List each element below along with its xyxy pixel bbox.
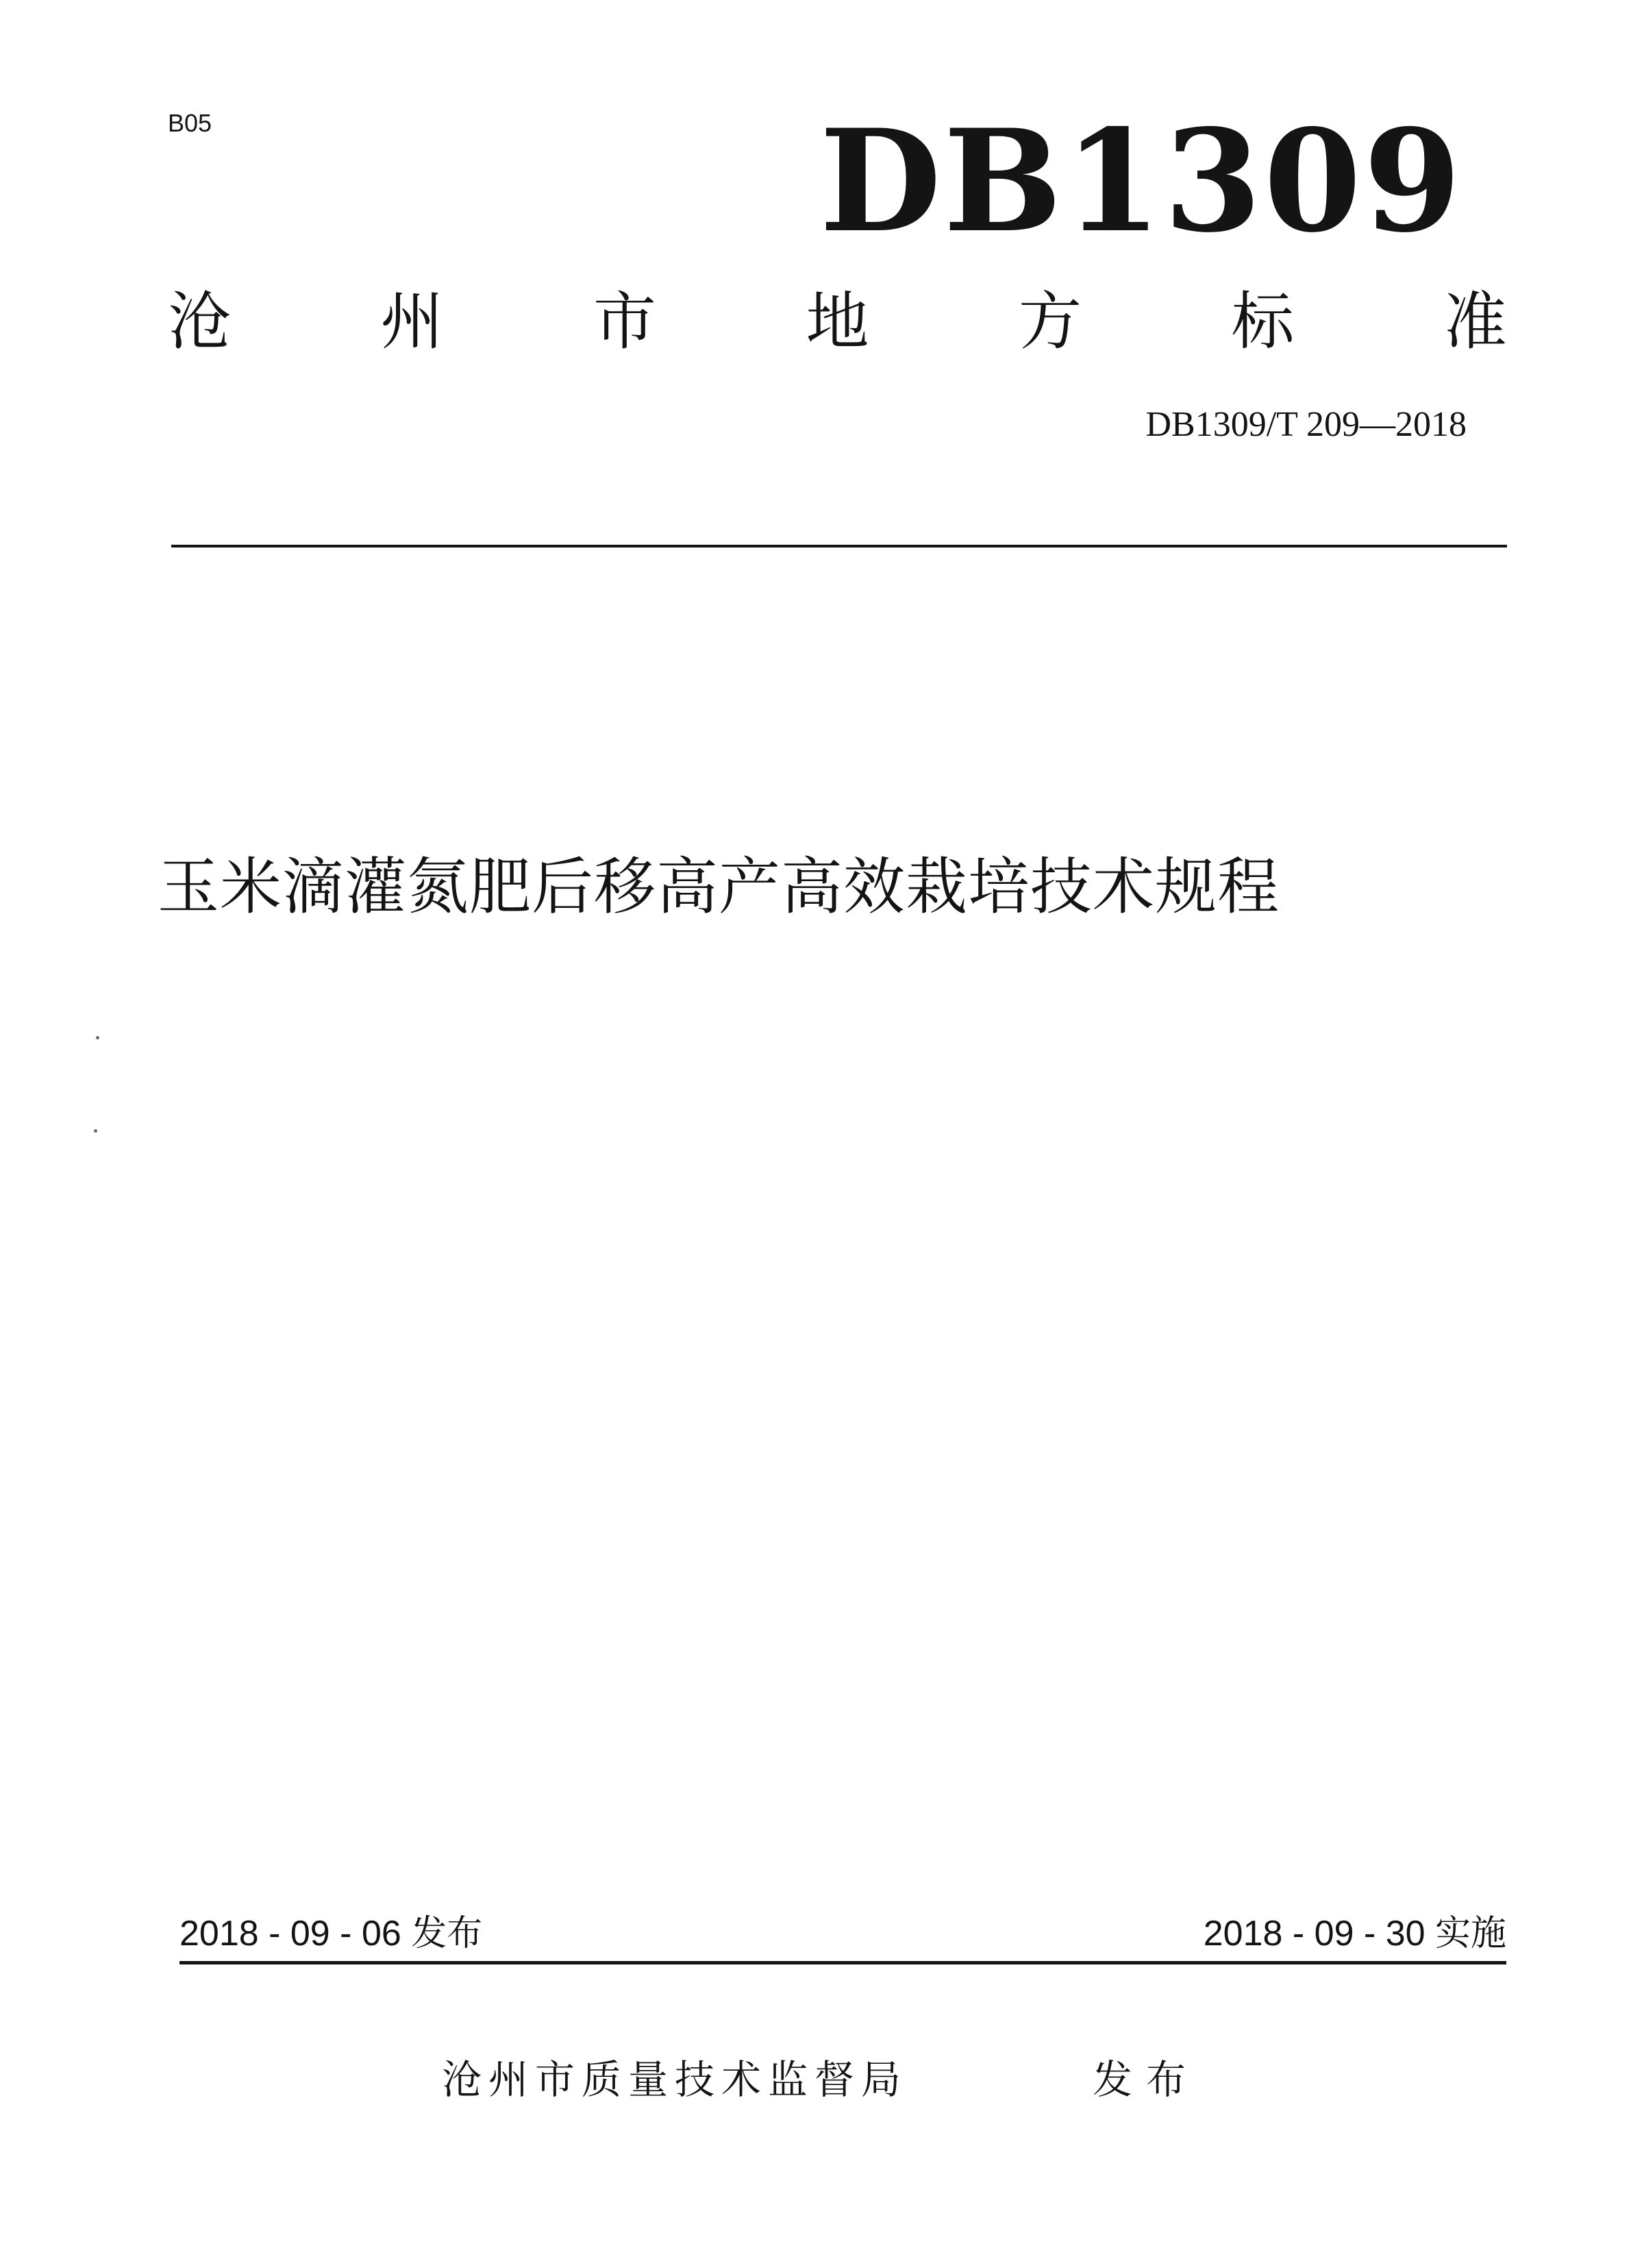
category-char: 地 <box>806 285 869 358</box>
implementation-date: 2018 - 09 - 30 实施 <box>1203 1914 1506 1953</box>
category-char: 准 <box>1443 285 1507 358</box>
publisher-name: 沧州市质量技术监督局 <box>442 2056 908 2103</box>
category-char: 市 <box>593 285 656 358</box>
issue-date: 2018 - 09 - 06 发布 <box>179 1914 483 1953</box>
category-char: 州 <box>380 285 444 358</box>
classification-code: B05 <box>168 109 212 137</box>
scan-speck <box>94 1129 97 1133</box>
header-divider <box>171 545 1507 547</box>
category-char: 方 <box>1018 285 1082 358</box>
scan-speck <box>96 1036 99 1039</box>
document-title: 玉米滴灌氮肥后移高产高效栽培技术规程 <box>158 851 1280 923</box>
category-char: 标 <box>1231 285 1295 358</box>
publish-label: 发布 <box>1093 2056 1200 2103</box>
standard-code: DB1309 <box>819 99 1463 264</box>
standard-category <box>168 284 1507 360</box>
standard-number: DB1309/T 209—2018 <box>1145 405 1467 444</box>
category-char: 沧 <box>168 285 232 358</box>
footer-divider <box>179 1961 1506 1964</box>
